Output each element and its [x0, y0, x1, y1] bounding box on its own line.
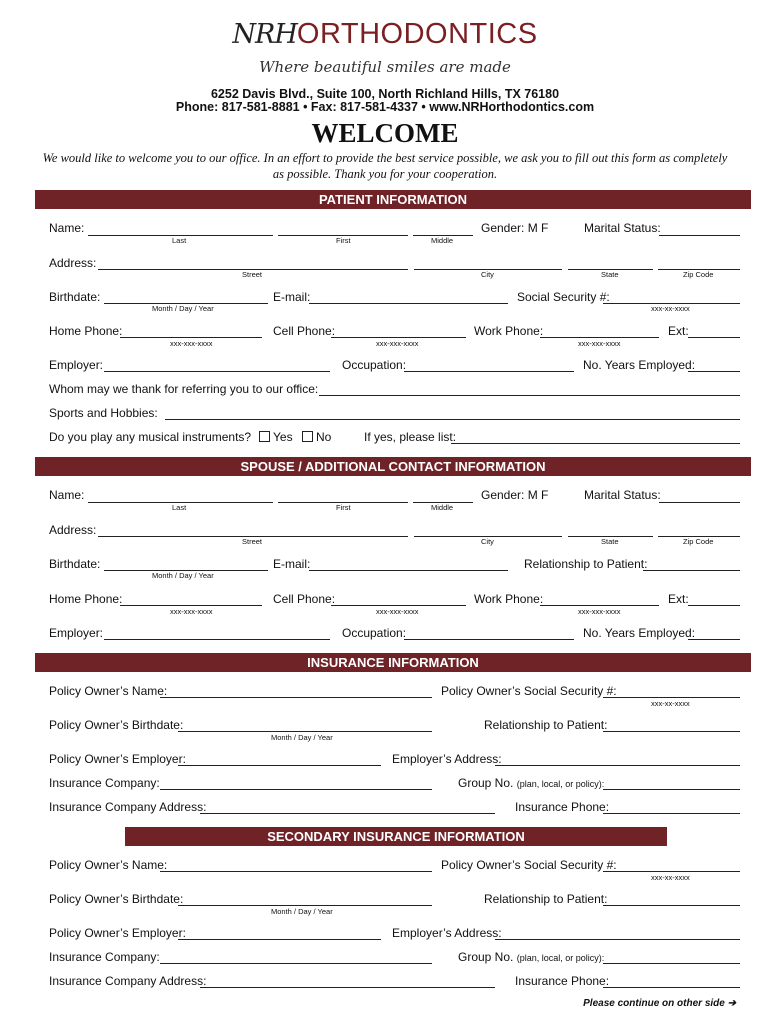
email-label: E-mail: [273, 290, 311, 304]
logo-name: ORTHODONTICS [296, 18, 538, 50]
zip-caption: Zip Code [683, 270, 714, 279]
instruments-yes-option[interactable] [259, 430, 293, 444]
if-yes-label: If yes, please list: [364, 430, 457, 444]
patient-cell-phone-field[interactable] [331, 337, 466, 338]
sec-ins-company-field[interactable] [160, 963, 432, 964]
section-spouse-information: SPOUSE / ADDITIONAL CONTACT INFORMATION [35, 457, 751, 476]
cell-phone-label: Cell Phone: [273, 324, 336, 338]
spouse-years-field[interactable] [688, 639, 740, 640]
spouse-birthdate-label: Birthdate: [49, 557, 101, 571]
middle-caption: Middle [431, 236, 454, 245]
group-no-label [458, 776, 604, 790]
po-employer-field[interactable] [178, 765, 381, 766]
sec-po-birthdate-caption: Month / Day / Year [271, 907, 333, 916]
spouse-marital-field[interactable] [659, 502, 740, 503]
no-label: No [316, 430, 332, 444]
spouse-first-caption: First [336, 503, 351, 512]
group-no-hint: (plan, local, or policy): [516, 779, 605, 789]
po-birthdate-label: Policy Owner’s Birthdate: [49, 718, 184, 732]
yes-label: Yes [273, 430, 293, 444]
sec-po-birthdate-field[interactable] [178, 905, 432, 906]
street-caption: Street [242, 270, 263, 279]
cell-phone-caption: xxx-xxx-xxxx [376, 339, 419, 348]
practice-contact: Phone: 817-581-8881 • Fax: 817-581-4337 • www.NRHorthodontics.com [175, 100, 595, 114]
page-title: WELCOME [311, 118, 459, 148]
referral-field[interactable] [319, 395, 740, 396]
sec-group-no-label [458, 950, 604, 964]
spouse-relationship-field[interactable] [643, 570, 740, 571]
section-insurance-information: INSURANCE INFORMATION [35, 653, 751, 672]
sec-employer-address-label: Employer’s Address: [392, 926, 502, 940]
intro-text: We would like to welcome you to our office. In an effort to provide the best service possible, we ask you to fill out this form as completely as possible. Thank you for your cooperation. [42, 151, 728, 181]
spouse-name-label: Name: [49, 488, 85, 502]
yes-checkbox[interactable] [259, 431, 270, 442]
spouse-cell-phone-field[interactable] [331, 605, 466, 606]
first-caption: First [336, 236, 351, 245]
ssn-caption: xxx-xx-xxxx [651, 304, 690, 313]
spouse-work-phone-field[interactable] [540, 605, 659, 606]
employer-label: Employer: [49, 358, 104, 372]
instruments-no-option[interactable] [302, 430, 331, 444]
gender-label[interactable]: Gender: M F [481, 221, 549, 235]
practice-address: 6252 Davis Blvd., Suite 100, North Richland Hills, TX 76180 [210, 87, 560, 101]
address-label: Address: [49, 256, 97, 270]
section-patient-information: PATIENT INFORMATION [35, 190, 751, 209]
instruments-list-field[interactable] [451, 443, 740, 444]
spouse-home-phone-caption: xxx-xxx-xxxx [170, 607, 213, 616]
ins-company-field[interactable] [160, 789, 432, 790]
spouse-ext-label: Ext: [668, 592, 689, 606]
ext-label: Ext: [668, 324, 689, 338]
spouse-zip-caption: Zip Code [683, 537, 714, 546]
marital-status-label: Marital Status: [584, 221, 661, 235]
spouse-work-phone-caption: xxx-xxx-xxxx [578, 607, 621, 616]
spouse-last-caption: Last [172, 503, 187, 512]
home-phone-label: Home Phone: [49, 324, 123, 338]
referral-label: Whom may we thank for referring you to our office: [49, 382, 319, 396]
patient-work-phone-field[interactable] [540, 337, 659, 338]
sec-po-name-field[interactable] [160, 871, 432, 872]
spouse-state-caption: State [601, 537, 619, 546]
spouse-city-caption: City [481, 537, 494, 546]
sec-po-relationship-label: Relationship to Patient: [484, 892, 608, 906]
employer-address-field[interactable] [495, 765, 740, 766]
ins-company-label: Insurance Company: [49, 776, 160, 790]
group-no-field[interactable] [603, 789, 740, 790]
spouse-cell-phone-label: Cell Phone: [273, 592, 336, 606]
years-employed-label: No. Years Employed: [583, 358, 696, 372]
spouse-birthdate-caption: Month / Day / Year [152, 571, 214, 580]
spouse-home-phone-label: Home Phone: [49, 592, 123, 606]
home-phone-caption: xxx-xxx-xxxx [170, 339, 213, 348]
last-caption: Last [172, 236, 187, 245]
sec-ins-phone-field[interactable] [603, 987, 740, 988]
patient-ext-field[interactable] [688, 337, 740, 338]
work-phone-caption: xxx-xxx-xxxx [578, 339, 621, 348]
sec-employer-address-field[interactable] [495, 939, 740, 940]
spouse-street-caption: Street [242, 537, 263, 546]
tagline: Where beautiful smiles are made [259, 58, 511, 76]
practice-logo [0, 18, 770, 51]
sec-po-name-label: Policy Owner’s Name: [49, 858, 168, 872]
po-name-label: Policy Owner’s Name: [49, 684, 168, 698]
spouse-employer-label: Employer: [49, 626, 104, 640]
marital-status-field[interactable] [659, 235, 740, 236]
employer-address-label: Employer’s Address: [392, 752, 502, 766]
sec-group-no-field[interactable] [603, 963, 740, 964]
spouse-marital-label: Marital Status: [584, 488, 661, 502]
ins-address-field[interactable] [200, 813, 495, 814]
ins-phone-field[interactable] [603, 813, 740, 814]
sec-ins-phone-label: Insurance Phone: [515, 974, 610, 988]
spouse-years-label: No. Years Employed: [583, 626, 696, 640]
work-phone-label: Work Phone: [474, 324, 544, 338]
sec-ins-company-label: Insurance Company: [49, 950, 160, 964]
po-ssn-caption: xxx-xx-xxxx [651, 699, 690, 708]
sec-po-ssn-label: Policy Owner’s Social Security #: [441, 858, 617, 872]
sec-ins-address-field[interactable] [200, 987, 495, 988]
city-caption: City [481, 270, 494, 279]
patient-occupation-field[interactable] [404, 371, 574, 372]
po-ssn-label: Policy Owner’s Social Security #: [441, 684, 617, 698]
sec-ins-address-label: Insurance Company Address: [49, 974, 207, 988]
spouse-middle-caption: Middle [431, 503, 454, 512]
spouse-ext-field[interactable] [688, 605, 740, 606]
sec-po-employer-field[interactable] [178, 939, 381, 940]
po-birthdate-caption: Month / Day / Year [271, 733, 333, 742]
spouse-relationship-label: Relationship to Patient: [524, 557, 648, 571]
sec-group-no-hint: (plan, local, or policy): [516, 953, 605, 963]
spouse-cell-phone-caption: xxx-xxx-xxxx [376, 607, 419, 616]
ssn-label: Social Security #: [517, 290, 610, 304]
po-birthdate-field[interactable] [178, 731, 432, 732]
po-relationship-field[interactable] [603, 731, 740, 732]
spouse-address-label: Address: [49, 523, 97, 537]
sec-po-relationship-field[interactable] [603, 905, 740, 906]
spouse-occupation-field[interactable] [404, 639, 574, 640]
spouse-work-phone-label: Work Phone: [474, 592, 544, 606]
logo-monogram: NRH [232, 19, 297, 50]
birthdate-label: Birthdate: [49, 290, 101, 304]
birthdate-caption: Month / Day / Year [152, 304, 214, 313]
po-name-field[interactable] [160, 697, 432, 698]
po-relationship-label: Relationship to Patient: [484, 718, 608, 732]
continue-note: Please continue on other side ➔ [583, 998, 736, 1009]
group-no-text: Group No. [458, 776, 514, 790]
sec-po-ssn-field[interactable] [603, 871, 740, 872]
section-secondary-insurance: SECONDARY INSURANCE INFORMATION [125, 827, 667, 846]
patient-email-field[interactable] [309, 303, 508, 304]
sec-group-no-text: Group No. [458, 950, 514, 964]
hobbies-field[interactable] [165, 419, 740, 420]
spouse-employer-field[interactable] [104, 639, 330, 640]
spouse-email-label: E-mail: [273, 557, 311, 571]
ins-address-label: Insurance Company Address: [49, 800, 207, 814]
patient-years-employed-field[interactable] [688, 371, 740, 372]
occupation-label: Occupation: [342, 358, 407, 372]
spouse-occupation-label: Occupation: [342, 626, 407, 640]
sec-po-birthdate-label: Policy Owner’s Birthdate: [49, 892, 184, 906]
instruments-label: Do you play any musical instruments? [49, 430, 252, 444]
hobbies-label: Sports and Hobbies: [49, 406, 158, 420]
name-label: Name: [49, 221, 85, 235]
po-ssn-field[interactable] [603, 697, 740, 698]
no-checkbox[interactable] [302, 431, 313, 442]
patient-home-phone-field[interactable] [120, 337, 262, 338]
po-employer-label: Policy Owner’s Employer: [49, 752, 186, 766]
patient-employer-field[interactable] [104, 371, 330, 372]
state-caption: State [601, 270, 619, 279]
spouse-home-phone-field[interactable] [120, 605, 262, 606]
sec-po-employer-label: Policy Owner’s Employer: [49, 926, 186, 940]
spouse-email-field[interactable] [309, 570, 508, 571]
spouse-gender-label[interactable]: Gender: M F [481, 488, 549, 502]
ins-phone-label: Insurance Phone: [515, 800, 610, 814]
sec-po-ssn-caption: xxx-xx-xxxx [651, 873, 690, 882]
